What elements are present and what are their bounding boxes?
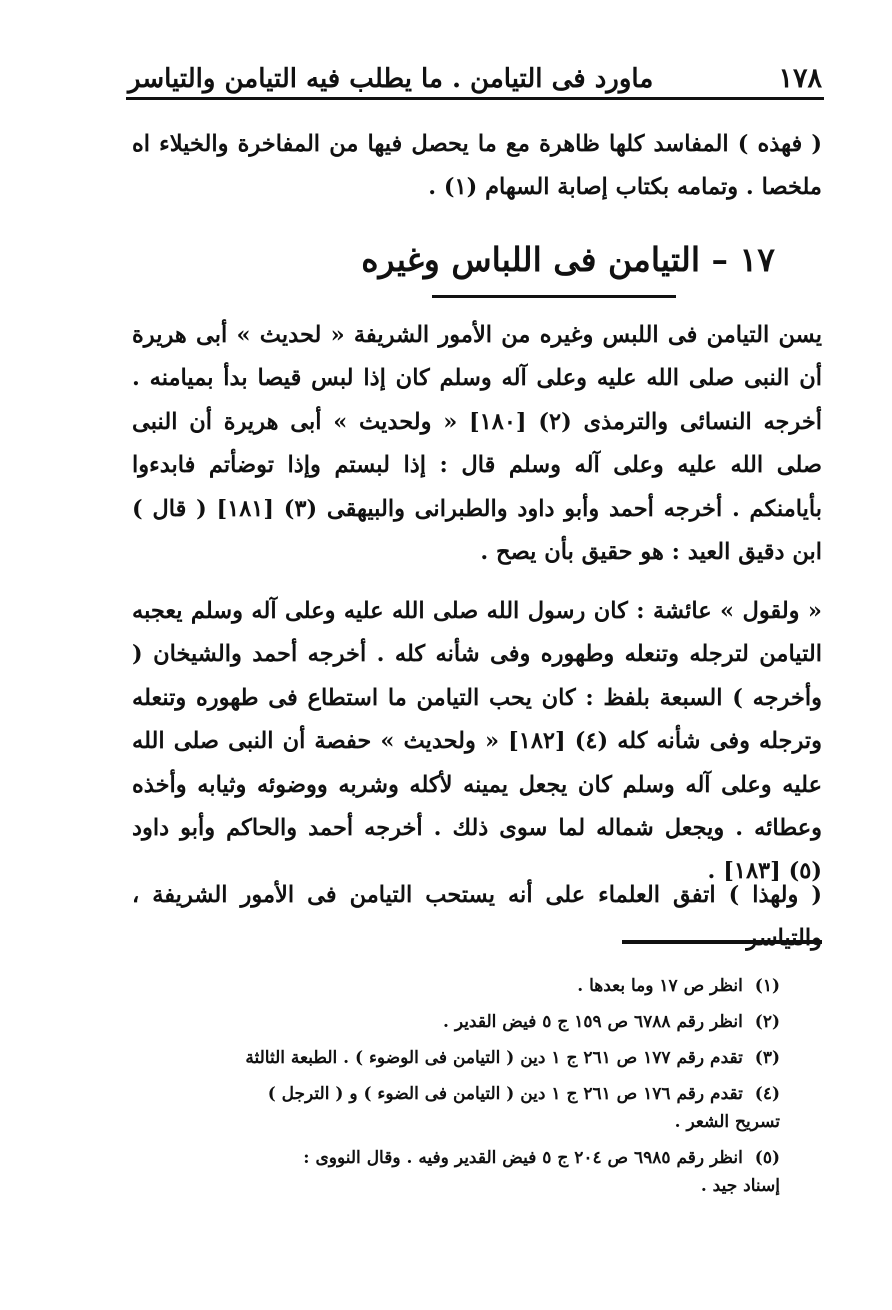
footnote-3: [160, 1044, 780, 1072]
footnote-rule: [622, 940, 822, 944]
footnote-number: (١): [754, 976, 780, 996]
paragraph-3: « ولقول » عائشة : كان رسول الله صلى الله عليه وعلى آله وسلم يعجبه التيامن لترجله وتنعله وطهوره وفى شأنه كله . أخرجه أحمد والشيخان ( وأخرجه ) السبعة بلفظ : كان يحب التيامن ما استطاع فى طهوره وتنعله وترجله وفى شأنه كله (٤) [١٨٢] « ولحديث » حفصة أن النبى صلى الله عليه وعلى آله وسلم كان يجعل يمينه لأكله وشربه ووضوئه وثيابه وأخذه وعطائه . ويجعل شماله لما سوى ذلك . أخرجه أحمد والحاكم وأبو داود (٥) [١٨٣] .: [132, 598, 823, 885]
page-header: [128, 48, 822, 94]
footnote-5: [160, 1144, 780, 1200]
footnote-text: انظر رقم ٦٩٨٥ ص ٢٠٤ ج ٥ فيض القدير وفيه . وقال النووى :: [303, 1148, 743, 1168]
footnote-4: [160, 1080, 780, 1136]
footnote-1: [160, 972, 780, 1000]
footnote-text: انظر ص ١٧ وما بعدها .: [577, 976, 743, 996]
footnote-number: (٤): [754, 1084, 780, 1104]
footnote-text: تقدم رقم ١٧٧ ص ٢٦١ ج ١ دين ( التيامن فى الوضوء ) . الطبعة الثالثة: [245, 1048, 743, 1068]
running-title: ماورد فى التيامن . ما يطلب فيه التيامن والتياسر: [128, 64, 654, 94]
footnote-text: انظر رقم ٦٧٨٨ ص ١٥٩ ج ٥ فيض القدير .: [442, 1012, 743, 1032]
footnote-2: [160, 1008, 780, 1036]
footnote-number: (٥): [754, 1148, 780, 1168]
footnote-number: (٢): [754, 1012, 780, 1032]
page-number: ١٧٨: [778, 63, 822, 94]
header-rule: [126, 97, 824, 100]
footnote-continuation: إسناد جيد .: [700, 1176, 780, 1196]
footnotes: [160, 972, 780, 1208]
footnote-number: (٣): [754, 1048, 780, 1068]
paragraph-1: ( فهذه ) المفاسد كلها ظاهرة مع ما يحصل فيها من المفاخرة والخيلاء اه ملخصا . وتمامه بكتاب إصابة السهام (١) .: [132, 131, 822, 201]
footnote-continuation: تسريح الشعر .: [674, 1112, 780, 1132]
section-underline: [432, 295, 676, 298]
paragraph-4: ( ولهذا ) اتفق العلماء على أنه يستحب التيامن فى الأمور الشريفة ، والتياسر: [132, 882, 822, 952]
paragraph-2: يسن التيامن فى اللبس وغيره من الأمور الشريفة « لحديث » أبى هريرة أن النبى صلى الله عليه وعلى آله وسلم كان إذا لبس قيصا بدأ بميامنه . أخرجه النسائى والترمذى (٢) [١٨٠] « ولحديث » أبى هريرة أن النبى صلى الله عليه وعلى آله وسلم قال : إذا لبستم وإذا توضأتم فابدءوا بأيامنكم . أخرجه أحمد وأبو داود والطبرانى والبيهقى (٣) [١٨١] ( قال ) ابن دقيق العيد : هو حقيق بأن يصح .: [132, 322, 822, 566]
footnote-text: تقدم رقم ١٧٦ ص ٢٦١ ج ١ دين ( التيامن فى الضوء ) و ( الترجل ): [267, 1084, 743, 1104]
section-number: ١٧ –: [711, 240, 775, 279]
section-heading: [361, 240, 775, 296]
section-title: التيامن فى اللباس وغيره: [361, 240, 701, 279]
